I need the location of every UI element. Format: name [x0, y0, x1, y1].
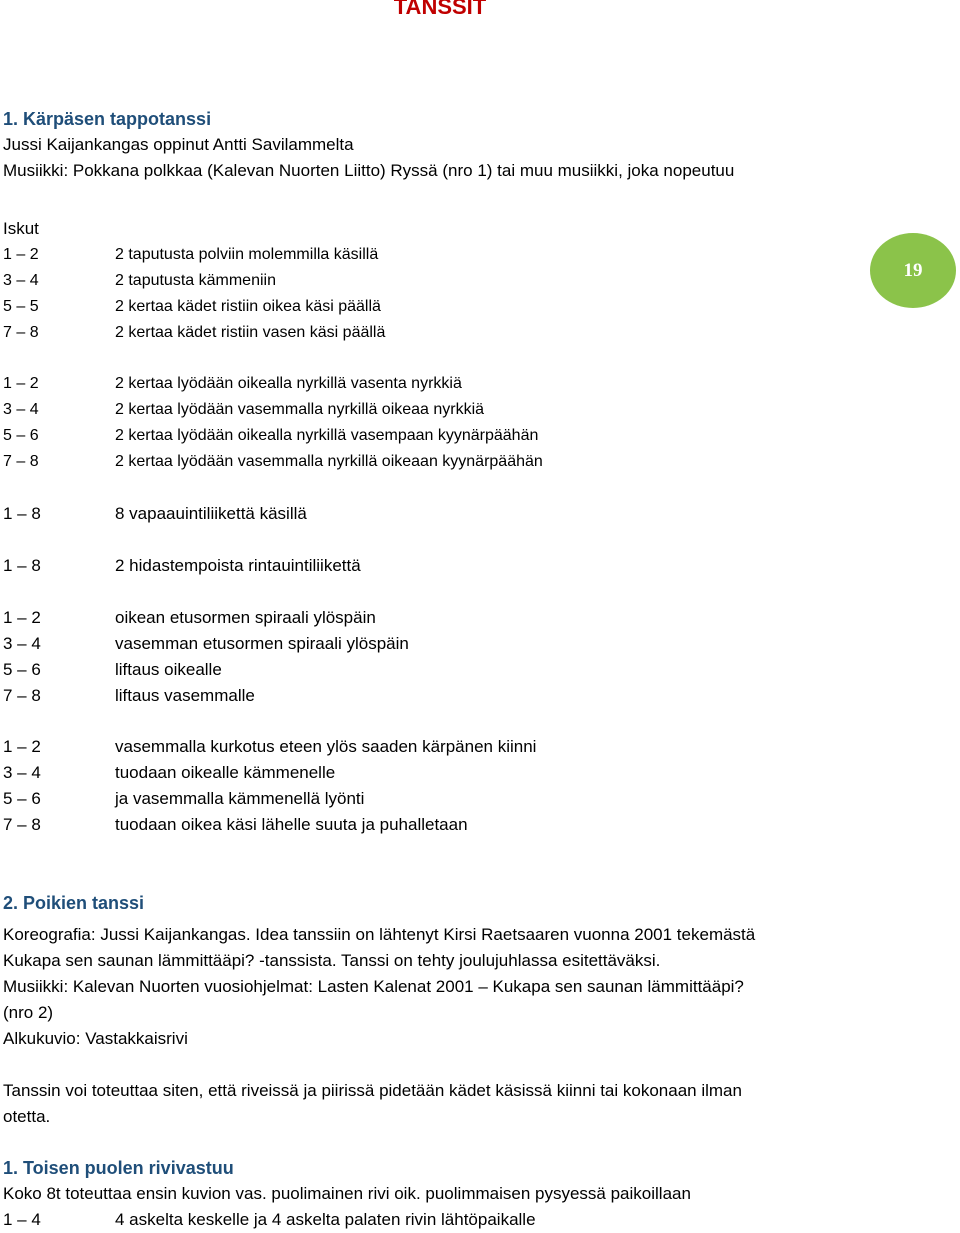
step-row	[3, 268, 385, 294]
step-row	[3, 371, 543, 397]
dance2-choreography-line-2: Kukapa sen saunan lämmittääpi? -tanssista. Tanssi on tehty joulujuhlassa esitettäväksi.	[3, 951, 661, 970]
dance2-note-line-2: otetta.	[3, 1107, 51, 1126]
dance2-note	[3, 1078, 742, 1130]
step-count: 3 – 4	[3, 634, 41, 653]
dance1-counts-label	[3, 216, 39, 242]
step-row	[3, 760, 536, 786]
step-section-6	[3, 734, 536, 838]
step-count: 7 – 8	[3, 686, 41, 705]
step-row	[3, 683, 409, 709]
step-row	[3, 734, 536, 760]
step-text: 2 kertaa lyödään vasemmalla nyrkillä oikeaan kyynärpäähän	[115, 453, 543, 470]
step-section-1	[3, 242, 385, 346]
dance1-heading: 1. Kärpäsen tappotanssi	[3, 109, 212, 129]
step-section-5	[3, 605, 409, 709]
step-text: tuodaan oikealle kämmenelle	[115, 763, 336, 782]
step-text: oikean etusormen spiraali ylöspäin	[115, 608, 376, 627]
step-text: 2 taputusta kämmeniin	[115, 272, 276, 289]
step-row	[3, 605, 409, 631]
dance1-music: Musiikki: Pokkana polkkaa (Kalevan Nuorten Liitto) Ryssä (nro 1) tai muu musiikki, joka nopeutuu	[3, 161, 735, 180]
step-count: 7 – 8	[3, 453, 39, 470]
page-number-badge: 19	[870, 233, 956, 308]
step-text: 2 hidastempoista rintauintiliikettä	[115, 556, 361, 575]
dance2-choreography-line-1: Koreografia: Jussi Kaijankangas. Idea tanssiin on lähtenyt Kirsi Raetsaaren vuonna 2001 tekemästä	[3, 925, 756, 944]
step-text: 4 askelta keskelle ja 4 askelta palaten rivin lähtöpaikalle	[115, 1210, 536, 1229]
dance2-heading: 2. Poikien tanssi	[3, 893, 145, 913]
step-row	[3, 320, 385, 346]
step-row	[3, 294, 385, 320]
dance2-start-formation: Alkukuvio: Vastakkaisrivi	[3, 1029, 188, 1048]
step-text: vasemmalla kurkotus eteen ylös saaden kärpänen kiinni	[115, 737, 537, 756]
step-row	[3, 657, 409, 683]
step-section-4	[3, 553, 361, 579]
step-count: 5 – 6	[3, 660, 41, 679]
step-row	[3, 786, 536, 812]
step-text: vasemman etusormen spiraali ylöspäin	[115, 634, 409, 653]
step-count: 1 – 8	[3, 504, 41, 523]
step-row	[3, 1207, 691, 1233]
step-text: tuodaan oikea käsi lähelle suuta ja puhalletaan	[115, 815, 468, 834]
step-text: 2 taputusta polviin molemmilla käsillä	[115, 246, 379, 263]
step-row	[3, 553, 361, 579]
step-text: 2 kertaa kädet ristiin oikea käsi päällä	[115, 298, 381, 315]
dance2-music-line-1: Musiikki: Kalevan Nuorten vuosiohjelmat: Lasten Kalenat 2001 – Kukapa sen saunan lämmittääpi?	[3, 977, 744, 996]
dance1-header	[3, 106, 734, 184]
step-text: 2 kertaa lyödään oikealla nyrkillä vasempaan kyynärpäähän	[115, 427, 539, 444]
dance2-header	[3, 890, 144, 916]
dance2-part1-heading: 1. Toisen puolen rivivastuu	[3, 1158, 234, 1178]
step-count: 1 – 8	[3, 556, 41, 575]
dance2-part1	[3, 1155, 691, 1233]
step-row	[3, 631, 409, 657]
step-text: 8 vapaauintiliikettä käsillä	[115, 504, 307, 523]
dance2-info	[3, 922, 755, 1052]
dance2-music-line-2: (nro 2)	[3, 1003, 54, 1022]
step-count: 1 – 2	[3, 608, 41, 627]
step-count: 1 – 2	[3, 737, 41, 756]
counts-label: Iskut	[3, 219, 39, 238]
step-row	[3, 501, 307, 527]
page-title: TANSSIT	[393, 0, 487, 19]
step-count: 7 – 8	[3, 324, 39, 341]
step-count: 3 – 4	[3, 401, 39, 418]
step-count: 1 – 2	[3, 246, 39, 263]
dance1-author: Jussi Kaijankangas oppinut Antti Savilammelta	[3, 135, 354, 154]
step-text: liftaus vasemmalle	[115, 686, 255, 705]
step-section-3	[3, 501, 307, 527]
dance2-part1-intro: Koko 8t toteuttaa ensin kuvion vas. puolimainen rivi oik. puolimmaisen pysyessä paikoillaan	[3, 1184, 691, 1203]
step-text: 2 kertaa lyödään vasemmalla nyrkillä oikeaa nyrkkiä	[115, 401, 485, 418]
step-count: 5 – 6	[3, 427, 39, 444]
step-text: 2 kertaa kädet ristiin vasen käsi päällä	[115, 324, 386, 341]
step-count: 7 – 8	[3, 815, 41, 834]
dance2-note-line-1: Tanssin voi toteuttaa siten, että riveissä ja piirissä pidetään kädet käsissä kiinni tai kokonaan ilman	[3, 1081, 742, 1100]
step-count: 3 – 4	[3, 763, 41, 782]
step-row	[3, 242, 385, 268]
step-section-2	[3, 371, 543, 475]
step-row	[3, 449, 543, 475]
step-count: 1 – 2	[3, 375, 39, 392]
step-count: 3 – 4	[3, 272, 39, 289]
step-text: ja vasemmalla kämmenellä lyönti	[115, 789, 365, 808]
step-row	[3, 397, 543, 423]
step-count: 5 – 6	[3, 789, 41, 808]
step-row	[3, 423, 543, 449]
step-text: liftaus oikealle	[115, 660, 222, 679]
step-count: 1 – 4	[3, 1210, 41, 1229]
step-count: 5 – 5	[3, 298, 39, 315]
step-text: 2 kertaa lyödään oikealla nyrkillä vasenta nyrkkiä	[115, 375, 462, 392]
step-row	[3, 812, 536, 838]
